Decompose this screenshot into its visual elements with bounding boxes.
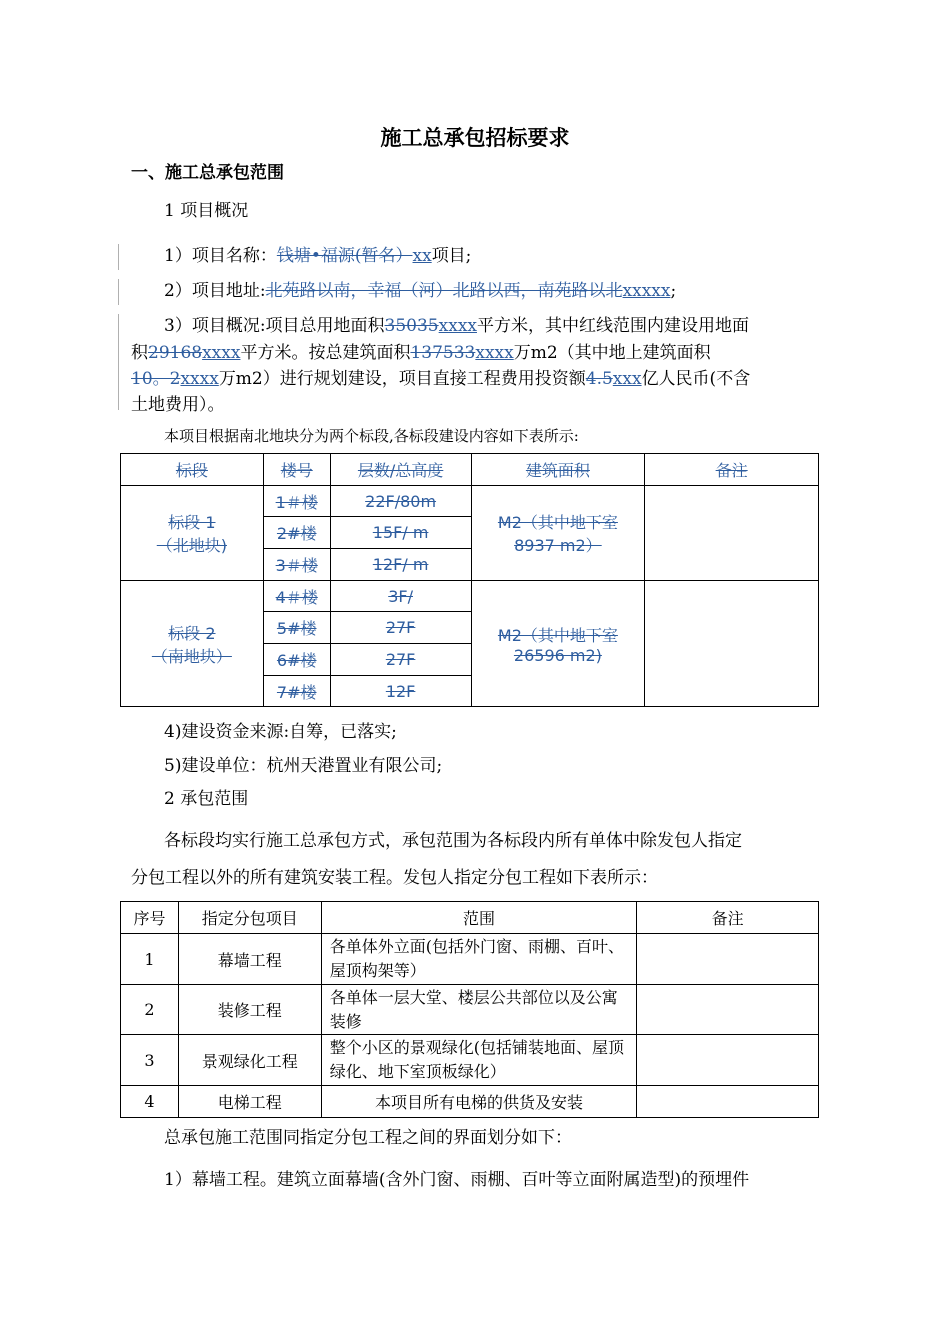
building-cell: 2#楼: [263, 517, 330, 549]
table-row: 4 电梯工程 本项目所有电梯的供货及安装: [121, 1086, 819, 1118]
table-header: 层数/总高度: [330, 454, 471, 486]
page-title: 施工总承包招标要求: [380, 126, 570, 150]
project-overview-line1: 3）项目概况:项目总用地面积35035xxxx平方米，其中红线范围内建设用地面: [164, 316, 749, 336]
table-row: 1 幕墙工程 各单体外立面(包括外门窗、雨棚、百叶、屋顶构架等）: [121, 934, 819, 985]
segment-cell: 标段 2 （南地块）: [121, 581, 264, 707]
table-header: 指定分包项目: [178, 902, 321, 934]
area-cell: M2（其中地下室 8937 m2）: [471, 486, 645, 581]
deleted-text: 钱塘•福源(暂名）: [276, 246, 413, 266]
table-header: 范围: [321, 902, 637, 934]
area-cell: M2（其中地下室 26596 m2): [471, 581, 645, 707]
table1-caption: 本项目根据南北地块分为两个标段,各标段建设内容如下表所示:: [164, 427, 579, 445]
table-header-row: [121, 902, 819, 934]
inserted-text: xx: [412, 246, 432, 266]
floors-cell: 27F: [330, 612, 471, 644]
scope-heading: 2 承包范围: [164, 789, 249, 809]
floors-cell: 3F/: [330, 581, 471, 612]
project-overview-line4: 土地费用）。: [131, 395, 225, 415]
interface-paragraph: 总承包施工范围同指定分包工程之间的界面划分如下：: [164, 1128, 572, 1148]
table-header: 序号: [121, 902, 179, 934]
segment-cell: 标段 1 （北地块): [121, 486, 264, 581]
project-address-line: 2）项目地址:北苑路以南，幸福（河）北路以西，南苑路以北xxxxx;: [164, 281, 677, 301]
project-overview-line3: 10。2xxxx万m2）进行规划建设，项目直接工程费用投资额4.5xxx亿人民币(不含: [131, 369, 751, 389]
note-cell: [645, 581, 819, 707]
building-cell: 5#楼: [263, 612, 330, 644]
change-bar: [118, 244, 119, 270]
table-row: [121, 581, 819, 612]
section-heading: 一、施工总承包范围: [131, 163, 284, 183]
developer-line: 5)建设单位：杭州天港置业有限公司;: [164, 756, 443, 776]
table-header: 备注: [637, 902, 819, 934]
inserted-text: xxxxx: [622, 281, 671, 301]
building-cell: 7#楼: [263, 676, 330, 707]
segment-table: [120, 453, 819, 707]
building-cell: 1＃楼: [263, 486, 330, 517]
funding-line: 4)建设资金来源:自筹，已落实;: [164, 722, 397, 742]
change-bar: [118, 314, 119, 410]
floors-cell: 12F: [330, 676, 471, 707]
note-cell: [645, 486, 819, 581]
scope-paragraph-line1: 各标段均实行施工总承包方式，承包范围为各标段内所有单体中除发包人指定: [164, 831, 742, 851]
table-row: 2 装修工程 各单体一层大堂、楼层公共部位以及公寓装修: [121, 985, 819, 1035]
floors-cell: 15F/ m: [330, 517, 471, 549]
change-bar: [118, 279, 119, 305]
table-row: [121, 486, 819, 517]
table-header: 楼号: [263, 454, 330, 486]
table-row: 3 景观绿化工程 整个小区的景观绿化(包括铺装地面、屋顶绿化、地下室顶板绿化）: [121, 1035, 819, 1086]
deleted-text: 北苑路以南，幸福（河）北路以西，南苑路以北: [265, 281, 623, 301]
floors-cell: 22F/80m: [330, 486, 471, 517]
building-cell: 3＃楼: [263, 549, 330, 581]
table-header: 建筑面积: [471, 454, 645, 486]
floors-cell: 27F: [330, 644, 471, 676]
scope-paragraph-line2: 分包工程以外的所有建筑安装工程。发包人指定分包工程如下表所示：: [131, 868, 658, 888]
table-header-row: [121, 454, 819, 486]
building-cell: 6#楼: [263, 644, 330, 676]
building-cell: 4＃楼: [263, 581, 330, 612]
floors-cell: 12F/ m: [330, 549, 471, 581]
overview-heading: 1 项目概况: [164, 201, 249, 221]
project-overview-line2: 积29168xxxx平方米。按总建筑面积137533xxxx万m2（其中地上建筑面积: [131, 343, 711, 363]
curtain-wall-paragraph: 1）幕墙工程。建筑立面幕墙(含外门窗、雨棚、百叶等立面附属造型)的预埋件: [164, 1170, 750, 1190]
table-header: 备注: [645, 454, 819, 486]
subcontract-table: [120, 901, 819, 1118]
project-name-line: 1）项目名称：钱塘•福源(暂名）xx项目;: [164, 246, 472, 266]
table-header: 标段: [121, 454, 264, 486]
